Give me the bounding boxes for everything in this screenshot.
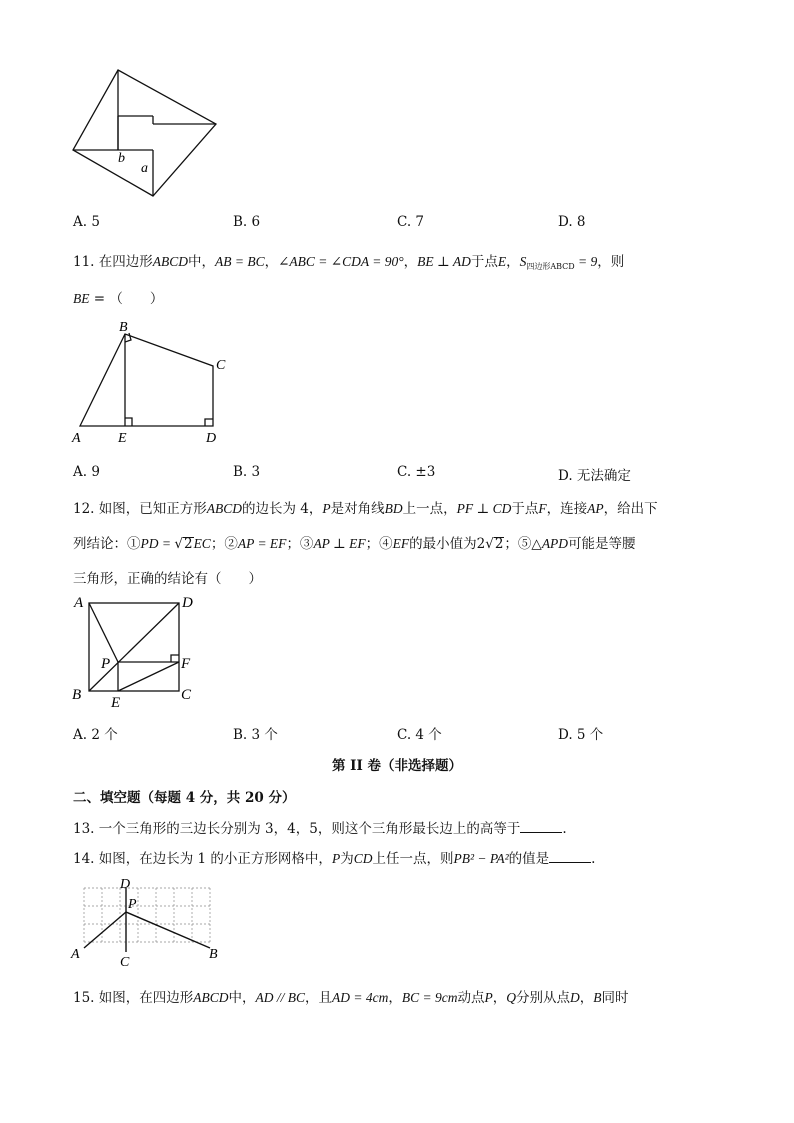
q12-text: 如图，已知正方形 bbox=[98, 501, 207, 517]
q14-text: 为 bbox=[340, 851, 354, 867]
q14-segment-pb bbox=[126, 912, 210, 948]
q12-text: 列结论：① bbox=[73, 536, 141, 552]
q11-math: E bbox=[497, 254, 507, 269]
q14-text: 的值是 bbox=[508, 851, 550, 867]
q11-label-e: E bbox=[118, 431, 127, 446]
q15-text: ， bbox=[492, 990, 507, 1006]
q11-figure bbox=[68, 318, 238, 453]
q11-text: 在四边形 bbox=[98, 254, 153, 270]
q15-text: 15. 如图，在四边形 bbox=[73, 990, 194, 1006]
q14-text: 14. 如图，在边长为 1 的小正方形网格中， bbox=[73, 851, 332, 867]
q15-text: ，且 bbox=[305, 990, 333, 1006]
q12-text: ，连接 bbox=[546, 501, 588, 517]
section-title: 第 II 卷（非选择题） bbox=[331, 758, 463, 774]
q14-math: P bbox=[331, 851, 341, 866]
q10-label-a: a bbox=[141, 161, 148, 176]
q11-stem-line2 bbox=[73, 287, 163, 307]
q12-sqrt: 2 bbox=[183, 536, 193, 552]
q11-right-angle-mark bbox=[125, 418, 132, 426]
q15-math: P bbox=[484, 990, 493, 1005]
q15-text: ， bbox=[579, 990, 594, 1006]
q12-option-a[interactable]: A. 2 个 bbox=[73, 727, 118, 743]
q11-text: ， bbox=[264, 254, 279, 270]
q11-math: BE ⊥ AD bbox=[417, 254, 471, 269]
q12-number: 12. bbox=[73, 501, 99, 517]
q11-area-symbol: S bbox=[519, 254, 527, 269]
q10-option-c[interactable]: C. 7 bbox=[397, 214, 425, 230]
q11-right-angle-mark bbox=[205, 419, 213, 426]
q10-option-d[interactable]: D. 8 bbox=[558, 214, 586, 230]
q12-stem-line3: 三角形，正确的结论有（ ） bbox=[73, 571, 262, 587]
q14-math: PB² − PA² bbox=[453, 851, 509, 866]
q12-math: AP bbox=[587, 501, 604, 516]
q12-math: ABCD bbox=[206, 501, 243, 516]
q14-stem bbox=[73, 847, 595, 867]
q12-math: F bbox=[538, 501, 547, 516]
q10-label-b: b bbox=[118, 151, 125, 166]
q15-math: D bbox=[569, 990, 580, 1005]
q15-text: 分别从点 bbox=[515, 990, 570, 1006]
q11-label-d: D bbox=[206, 431, 217, 446]
q14-end: . bbox=[591, 851, 596, 867]
q15-stem bbox=[73, 986, 628, 1006]
q10-option-b[interactable]: B. 6 bbox=[233, 214, 261, 230]
q12-text: ；⑤△ bbox=[504, 536, 542, 552]
q12-text: 于点 bbox=[511, 501, 539, 517]
q12-math: AP = EF bbox=[237, 536, 287, 551]
q14-math: CD bbox=[353, 851, 373, 866]
q11-math: ABCD bbox=[152, 254, 189, 269]
q12-math: AP ⊥ EF bbox=[313, 536, 366, 551]
q12-stem-line1 bbox=[73, 497, 658, 517]
q11-math: BE bbox=[73, 291, 90, 306]
q12-text: 的边长为 4， bbox=[242, 501, 323, 517]
q12-math: PF ⊥ CD bbox=[456, 501, 512, 516]
q12-label-p: P bbox=[101, 656, 111, 672]
q11-text: ， bbox=[403, 254, 418, 270]
q12-option-b[interactable]: B. 3 个 bbox=[233, 727, 278, 743]
q10-option-a[interactable]: A. 5 bbox=[73, 214, 100, 230]
q12-label-c: C bbox=[181, 687, 192, 703]
q14-label-b: B bbox=[209, 947, 218, 962]
q11-math: = 9 bbox=[574, 254, 598, 269]
q11-number: 11. bbox=[73, 254, 99, 270]
q11-option-b[interactable]: B. 3 bbox=[233, 464, 261, 480]
q14-label-p: P bbox=[128, 897, 137, 912]
q15-text: 中， bbox=[228, 990, 256, 1006]
q11-math: AB = BC bbox=[215, 254, 265, 269]
q11-text: ，则 bbox=[597, 254, 625, 270]
q11-math: ∠ABC = ∠CDA = 90° bbox=[278, 254, 404, 269]
q12-sqrt: 2 bbox=[494, 536, 504, 552]
q12-option-d[interactable]: D. 5 个 bbox=[558, 727, 604, 743]
q11-label-c: C bbox=[216, 358, 226, 373]
q11-quadrilateral bbox=[80, 334, 213, 426]
q12-option-c[interactable]: C. 4 个 bbox=[397, 727, 442, 743]
q12-text: ，给出下 bbox=[603, 501, 658, 517]
q12-segment-ef bbox=[118, 662, 179, 691]
q12-text: ；④ bbox=[365, 536, 393, 552]
q11-text: ， bbox=[506, 254, 520, 270]
q12-right-angle-mark bbox=[171, 655, 179, 662]
q11-text: 中， bbox=[188, 254, 216, 270]
q11-area-subscript: 四边形ABCD bbox=[526, 262, 575, 271]
q12-label-d: D bbox=[182, 595, 193, 611]
q11-label-b: B bbox=[119, 320, 128, 335]
q12-math: 2 bbox=[476, 536, 486, 552]
q12-label-f: F bbox=[181, 656, 191, 672]
q15-math: AD = 4cm bbox=[332, 990, 389, 1005]
q12-text: 是对角线 bbox=[330, 501, 385, 517]
q11-stem-line1 bbox=[73, 250, 624, 272]
q13-answer-blank[interactable] bbox=[520, 820, 562, 833]
q15-text: 动点 bbox=[457, 990, 485, 1006]
q12-segment-ap bbox=[89, 603, 118, 662]
q13-text: 13. 一个三角形的三边长分别为 3，4，5，则这个三角形最长边上的高等于 bbox=[73, 821, 521, 837]
q14-label-c: C bbox=[120, 955, 130, 970]
q12-diagonal-bd bbox=[89, 603, 179, 691]
q15-math: ABCD bbox=[193, 990, 229, 1005]
q12-math: PD = bbox=[140, 536, 175, 551]
q13-end: . bbox=[562, 821, 567, 837]
q14-text: 上任一点，则 bbox=[372, 851, 454, 867]
q14-figure bbox=[68, 876, 228, 971]
q15-math: B bbox=[593, 990, 602, 1005]
q12-figure bbox=[68, 590, 208, 715]
q12-stem-line2: 列结论：①PD = √2EC；②AP = EF；③AP ⊥ EF；④EF的最小值为2√2；⑤△APD可能是等腰 bbox=[73, 536, 636, 552]
q12-math: APD bbox=[541, 536, 569, 551]
q11-option-c[interactable]: C. ±3 bbox=[397, 464, 436, 480]
q15-math: Q bbox=[506, 990, 516, 1005]
q12-label-b: B bbox=[72, 687, 82, 703]
q15-text: 同时 bbox=[601, 990, 629, 1006]
part-heading: 二、填空题（每题 4 分，共 20 分） bbox=[73, 790, 296, 806]
q11-text: 于点 bbox=[470, 254, 498, 270]
q12-text: 可能是等腰 bbox=[568, 536, 636, 552]
q12-text: 上一点， bbox=[402, 501, 457, 517]
q12-text: ；② bbox=[210, 536, 238, 552]
q14-answer-blank[interactable] bbox=[549, 850, 591, 863]
q12-math: P bbox=[322, 501, 331, 516]
q12-math: EC bbox=[193, 536, 211, 551]
q11-option-d[interactable]: D. 无法确定 bbox=[558, 468, 631, 484]
q11-text: = （ ） bbox=[89, 291, 164, 307]
q11-option-a[interactable]: A. 9 bbox=[73, 464, 100, 480]
q13-stem bbox=[73, 817, 567, 837]
q12-text: ；③ bbox=[286, 536, 314, 552]
q14-grid bbox=[84, 888, 210, 942]
q12-math: EF bbox=[392, 536, 410, 551]
q14-label-d: D bbox=[120, 877, 131, 892]
q15-text: ， bbox=[388, 990, 402, 1006]
q10-outer-square bbox=[73, 70, 216, 196]
q12-math: BD bbox=[384, 501, 403, 516]
q12-text: 的最小值为 bbox=[409, 536, 477, 552]
q12-label-a: A bbox=[74, 595, 84, 611]
q14-label-a: A bbox=[71, 947, 80, 962]
q15-math: AD // BC bbox=[255, 990, 306, 1005]
q15-math: BC = 9cm bbox=[401, 990, 458, 1005]
q10-figure bbox=[70, 66, 220, 201]
q12-label-e: E bbox=[111, 695, 121, 711]
q11-label-a: A bbox=[72, 431, 81, 446]
